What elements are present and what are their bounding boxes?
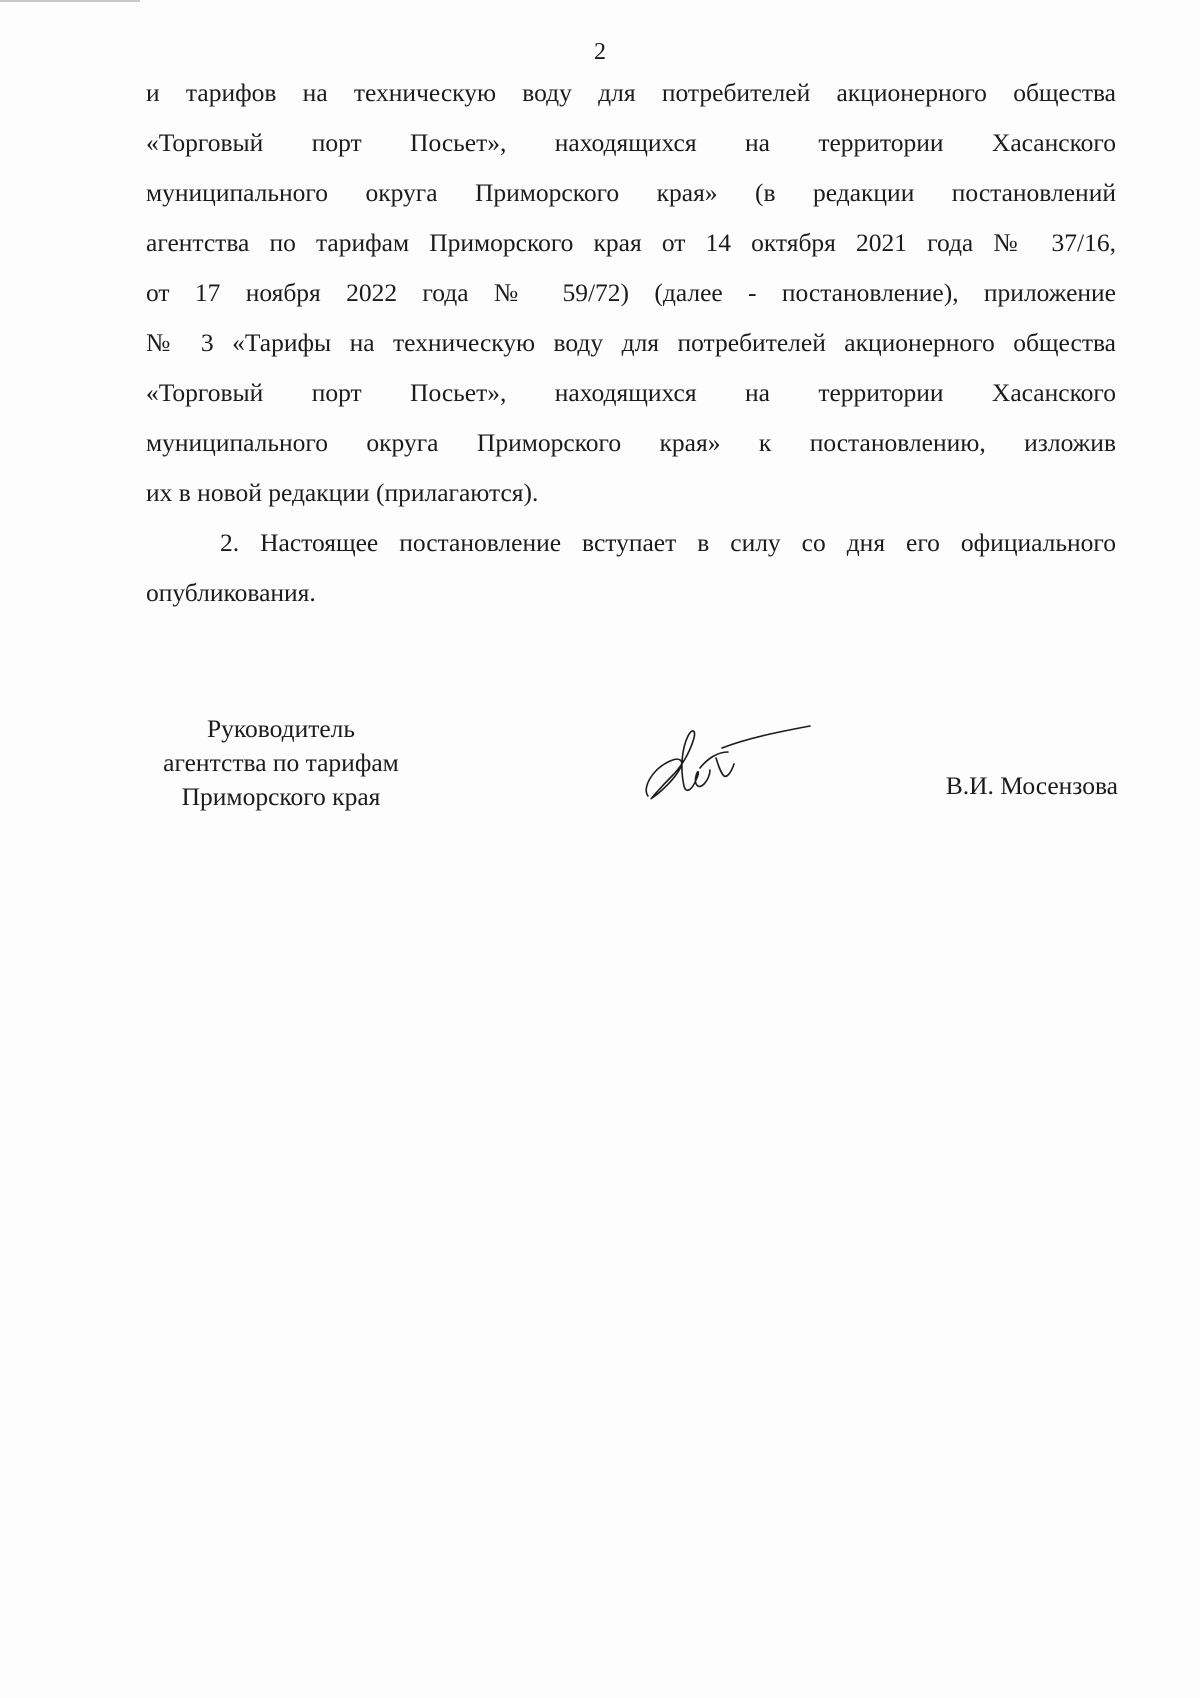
body-line-8: муниципального округа Приморского края» к постановлению, изложив [146,428,1116,457]
page-number: 2 [594,39,606,65]
body-line-9: их в новой редакции (прилагаются). [146,478,539,507]
body-line-7: «Торговый порт Посьет», находящихся на территории Хасанского [146,378,1116,407]
body-line-6: № 3 «Тарифы на техническую воду для потребителей акционерного общества [146,328,1116,357]
body-line-3: муниципального округа Приморского края» (в редакции постановлений [146,178,1116,207]
body-line-5: от 17 ноября 2022 года № 59/72) (далее - постановление), приложение [146,278,1116,307]
body-line-2: «Торговый порт Посьет», находящихся на территории Хасанского [146,128,1116,157]
body-line-4: агентства по тарифам Приморского края от 14 октября 2021 года № 37/16, [146,228,1116,257]
position-line-2: агентства по тарифам [163,748,399,777]
position-line-1: Руководитель [206,714,356,743]
handwritten-signature [638,718,818,808]
scan-edge-mark [0,0,140,2]
body-line-1: и тарифов на техническую воду для потребителей акционерного общества [146,78,1116,107]
paragraph-2-line-2: опубликования. [146,578,316,607]
paragraph-2-line-1: 2. Настоящее постановление вступает в силу со дня его официального [220,528,1116,557]
position-line-3: Приморского края [181,782,381,811]
signatory-position [136,712,426,814]
signer-name: В.И. Мосензова [945,771,1118,800]
